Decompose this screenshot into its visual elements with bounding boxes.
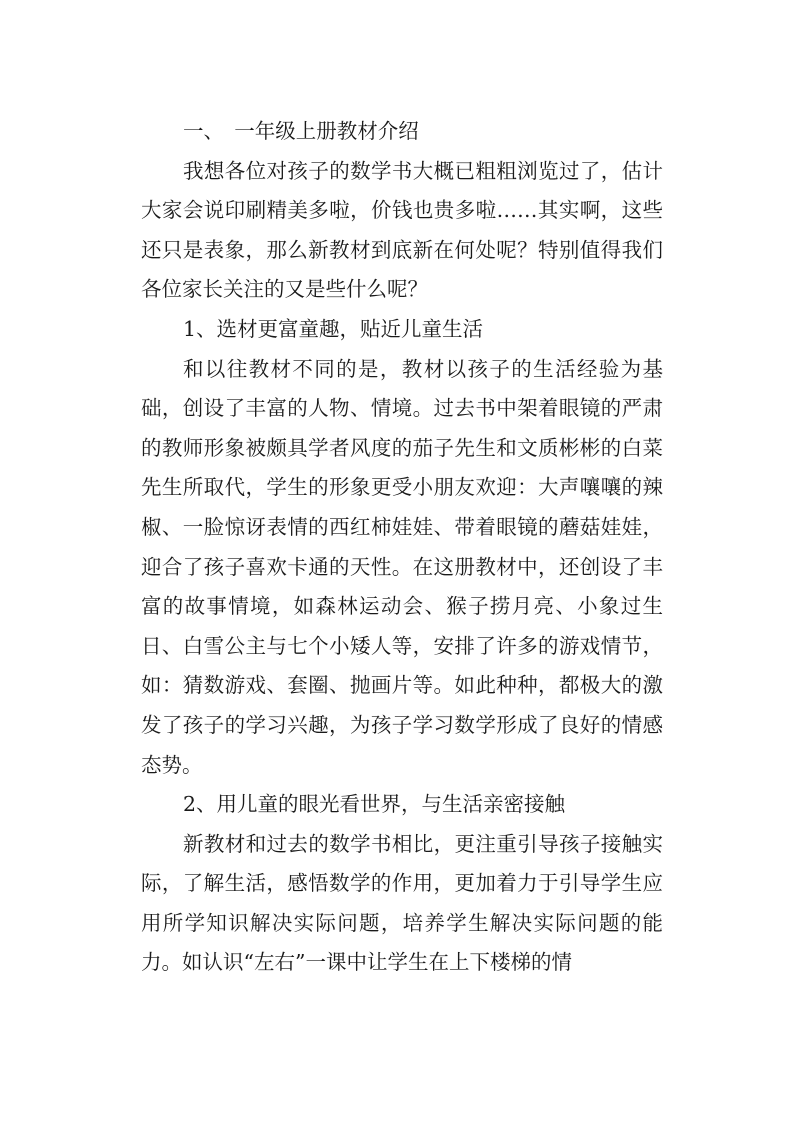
point2-heading: 2、用儿童的眼光看世界，与生活亲密接触 (183, 792, 566, 817)
point1-paragraph: 和以往教材不同的是，教材以孩子的生活经验为基础，创设了丰富的人物、情境。过去书中架着眼镜的严肃的教师形象被颇具学者风度的茄子先生和文质彬彬的白菜先生所取代，学生的形象更受小朋友欢迎：大声嚷嚷的辣椒、一脸惊讶表情的西红柿娃娃、带着眼镜的蘑菇娃娃，迎合了孩子喜欢卡通的天性。在这册教材中，还创设了丰富的故事情境，如森林运动会、猴子捞月亮、小象过生日、白雪公主与七个小矮人等，安排了许多的游戏情节，如：猜数游戏、套圈、抛画片等。如此种种，都极大的激发了孩子的学习兴趣，为孩子学习数学形成了良好的情感态势。 (141, 356, 663, 777)
section-heading: 一、 一年级上册教材介绍 (183, 119, 419, 143)
point2-paragraph: 新教材和过去的数学书相比，更注重引导孩子接触实际，了解生活，感悟数学的作用，更加着力于引导学生应用所学知识解决实际问题，培养学生解决实际问题的能力。如认识“左右”一课中让学生在上下楼梯的情 (141, 831, 663, 975)
point1-heading: 1、选材更富童趣，贴近儿童生活 (183, 316, 484, 341)
intro-paragraph: 我想各位对孩子的数学书大概已粗粗浏览过了，估计大家会说印刷精美多啦，价钱也贵多啦……其实啊，这些还只是表象，那么新教材到底新在何处呢？特别值得我们各位家长关注的又是些什么呢？ (141, 158, 663, 302)
document-body (141, 112, 663, 983)
